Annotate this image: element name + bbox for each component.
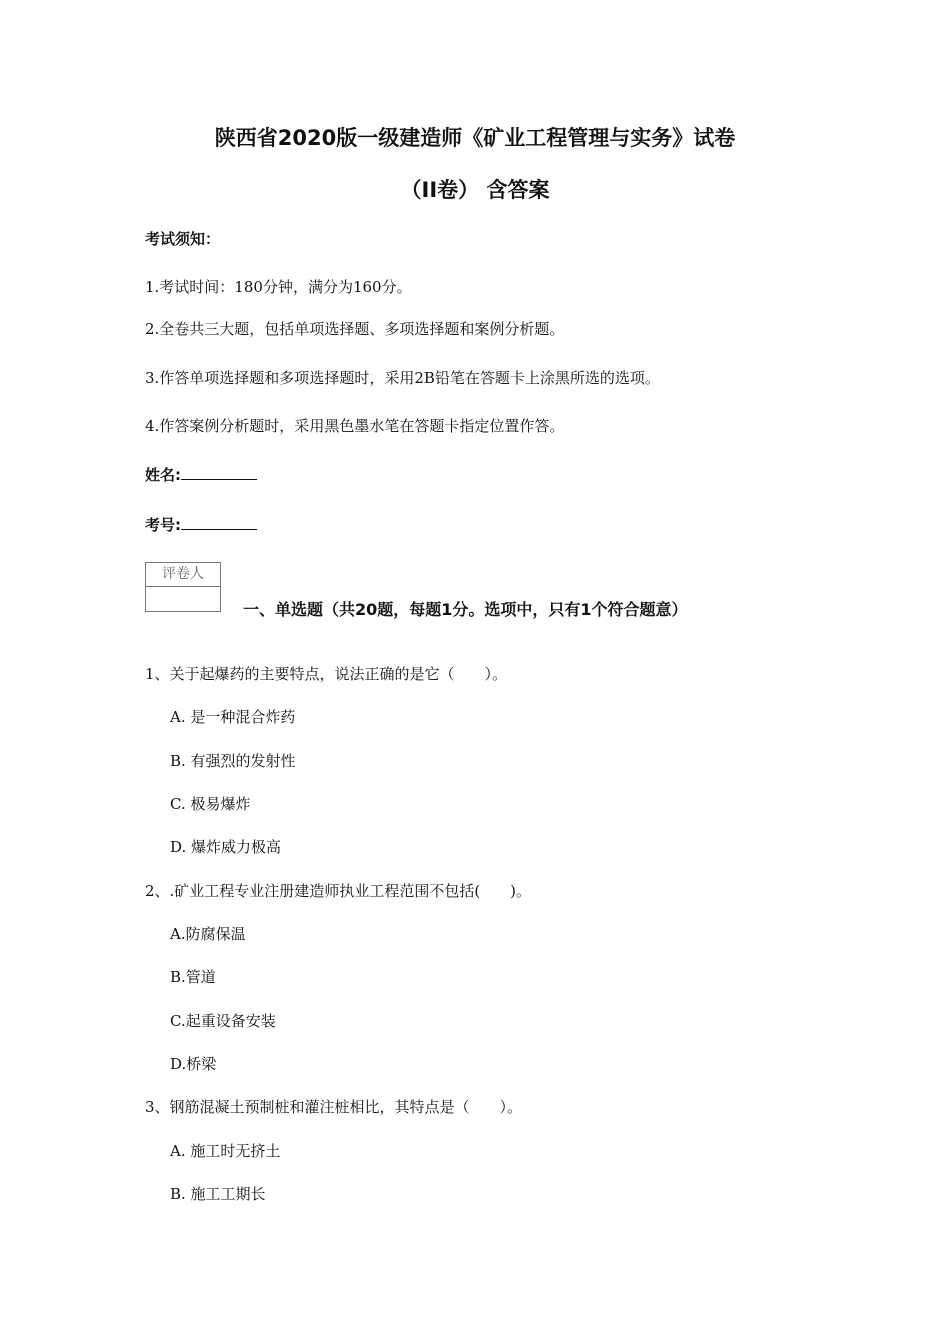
question-2-option-b: B.管道 [170,968,216,986]
notice-item-1: 1.考试时间：180分钟，满分为160分。 [145,278,412,296]
document-title-line2: （II卷） 含答案 [400,178,550,202]
notice-item-4: 4.作答案例分析题时，采用黑色墨水笔在答题卡指定位置作答。 [145,417,565,435]
name-blank[interactable] [181,465,257,480]
question-1-option-d: D. 爆炸威力极高 [170,838,282,856]
notice-item-3: 3.作答单项选择题和多项选择题时，采用2B铅笔在答题卡上涂黑所选的选项。 [145,369,660,387]
question-1-option-b: B. 有强烈的发射性 [170,752,296,770]
id-blank[interactable] [181,515,257,530]
notice-item-2: 2.全卷共三大题，包括单项选择题、多项选择题和案例分析题。 [145,320,565,338]
name-label: 姓名: [145,466,181,484]
question-3-stem: 3、钢筋混凝土预制桩和灌注桩相比，其特点是（ ）。 [145,1098,523,1116]
section-title: 一、单选题（共20题，每题1分。选项中，只有1个符合题意） [243,600,688,619]
question-2-option-c: C.起重设备安装 [170,1012,276,1030]
question-2-stem: 2、.矿业工程专业注册建造师执业工程范围不包括( )。 [145,882,532,900]
question-2-option-d: D.桥梁 [170,1055,217,1073]
question-1-stem: 1、关于起爆药的主要特点，说法正确的是它（ ）。 [145,665,508,683]
name-field [145,464,257,485]
id-field [145,514,257,535]
question-1-option-c: C. 极易爆炸 [170,795,251,813]
question-3-option-a: A. 施工时无挤土 [170,1142,281,1160]
grader-box [145,562,221,612]
question-1-option-a: A. 是一种混合炸药 [170,708,296,726]
notice-heading: 考试须知： [145,230,221,248]
document-title-line1: 陕西省2020版一级建造师《矿业工程管理与实务》试卷 [214,126,736,150]
question-3-option-b: B. 施工工期长 [170,1185,266,1203]
question-2-option-a: A.防腐保温 [170,925,246,943]
grader-label: 评卷人 [146,563,220,587]
id-label: 考号: [145,516,181,534]
